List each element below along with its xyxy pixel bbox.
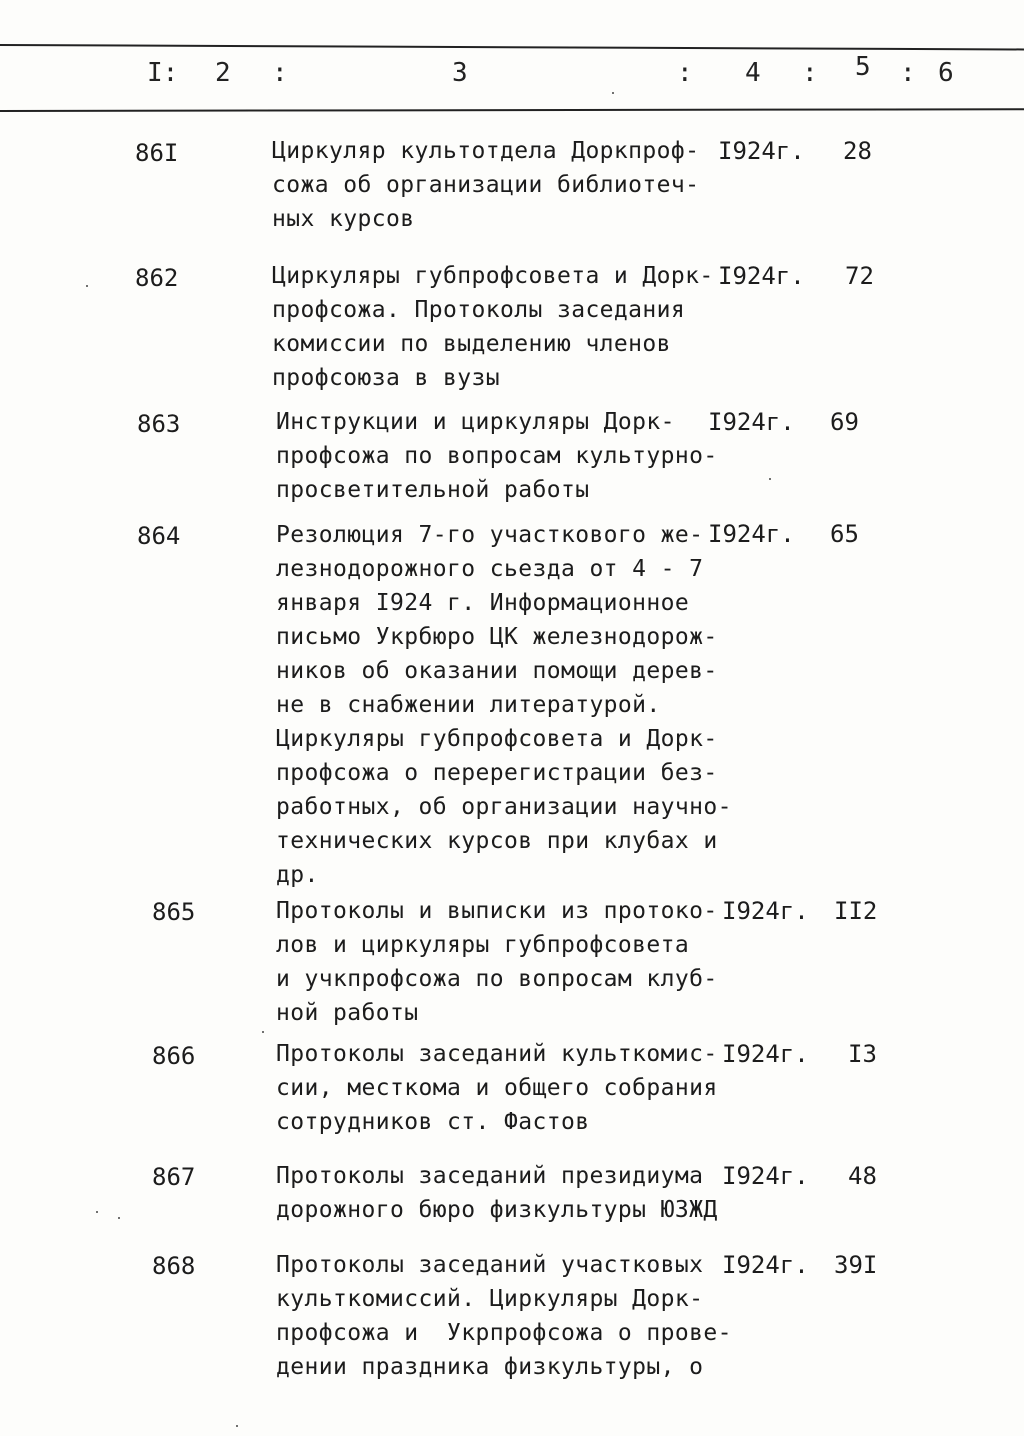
- entry-year: I924г.: [718, 137, 805, 165]
- entry-sheet-count: 48: [848, 1162, 877, 1190]
- column-header-5: 5: [855, 52, 871, 82]
- entry-number: 868: [152, 1252, 196, 1280]
- entry-description: Циркуляр культотдела Доркпроф- сожа об организации библиотеч- ных курсов: [272, 138, 700, 232]
- column-header-3: 3: [452, 58, 468, 88]
- entry-sheet-count: 72: [845, 262, 874, 290]
- entry-description: Протоколы заседаний участковых культкомиссий. Циркуляры Дорк- профсожа и Укрпрофсожа о прове- дении праздника физкультуры, о: [276, 1252, 732, 1380]
- header-bottom-rule: [0, 108, 1024, 112]
- entry-description: Инструкции и циркуляры Дорк- профсожа по вопросам культурно- просветительной работы: [276, 409, 718, 503]
- entry-year: I924г.: [718, 262, 805, 290]
- column-separator: :: [900, 58, 916, 88]
- scan-speck: [118, 1217, 120, 1219]
- entry-description: Протоколы заседаний культкомис- сии, месткома и общего собрания сотрудников ст. Фастов: [276, 1041, 718, 1135]
- column-header-2: 2: [215, 58, 231, 88]
- entry-sheet-count: 39I: [834, 1251, 878, 1279]
- entry-number: 862: [135, 264, 179, 292]
- scan-speck: [612, 92, 614, 94]
- column-separator: :: [677, 58, 693, 88]
- column-separator: :: [802, 58, 818, 88]
- entry-sheet-count: 65: [830, 520, 859, 548]
- column-header-4: 4: [745, 58, 761, 88]
- entry-number: 865: [152, 898, 196, 926]
- entry-year: I924г.: [708, 408, 795, 436]
- entry-description: Протоколы заседаний президиума дорожного бюро физкультуры ЮЗЖД: [276, 1163, 718, 1223]
- entry-number: 864: [137, 522, 181, 550]
- entry-description: Резолюция 7-го участкового же- лезнодорожного сьезда от 4 - 7 января I924 г. Информационное письмо Укрбюро ЦК железнодорож- ников об оказании помощи дерев- не в снабжении литературой. Циркуляры губпрофсовета и Дорк- профсожа о перерегистрации без- работных, об организации научно- технических курсов при клубах и др.: [276, 522, 732, 888]
- header-top-rule: [0, 44, 1024, 50]
- entry-year: I924г.: [722, 1162, 809, 1190]
- entry-sheet-count: 28: [843, 137, 872, 165]
- scan-speck: [769, 478, 771, 480]
- entry-year: I924г.: [722, 1251, 809, 1279]
- scan-speck: [96, 1211, 98, 1213]
- entry-description: Протоколы и выписки из протоко- лов и циркуляры губпрофсовета и учкпрофсожа по вопросам клуб- ной работы: [276, 898, 718, 1026]
- scan-speck: [262, 1031, 264, 1033]
- entry-sheet-count: 69: [830, 408, 859, 436]
- entry-number: 866: [152, 1042, 196, 1070]
- entry-year: I924г.: [722, 897, 809, 925]
- entry-year: I924г.: [722, 1040, 809, 1068]
- entry-number: 863: [137, 410, 181, 438]
- entry-description: Циркуляры губпрофсовета и Дорк- профсожа. Протоколы заседания комиссии по выделению членов профсоюза в вузы: [272, 263, 714, 391]
- entry-sheet-count: I3: [848, 1040, 877, 1068]
- column-header-6: 6: [938, 58, 954, 88]
- entry-sheet-count: II2: [834, 897, 878, 925]
- entry-number: 86I: [135, 139, 179, 167]
- entry-number: 867: [152, 1163, 196, 1191]
- column-separator: :: [272, 58, 288, 88]
- entry-year: I924г.: [708, 520, 795, 548]
- scan-speck: [86, 285, 88, 287]
- scan-speck: [236, 1425, 238, 1427]
- column-header-1: I:: [147, 58, 179, 88]
